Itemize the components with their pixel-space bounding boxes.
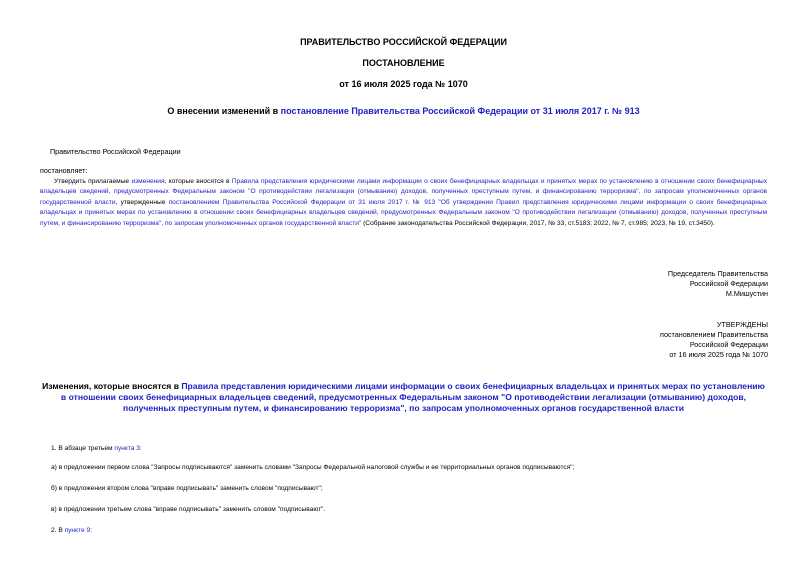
main-paragraph (40, 177, 767, 229)
issuer-line: Правительство Российской Федерации (50, 147, 181, 156)
issuing-authority: ПРАВИТЕЛЬСТВО РОССИЙСКОЙ ФЕДЕРАЦИИ (300, 37, 507, 47)
changes-title-rules-link[interactable]: Правила представления юридическими лицами информации о своих бенефициарных владельцах и принятых мерах по установлению в отношении своих бенефициарных владельцев сведений, предусмотренных Федеральным законом "О противодействии легализации (отмыванию) доходов, полученных преступным путем, и финансированию терроризма", по запросам уполномоченных органов государственной власти (60, 381, 765, 413)
changes-title (40, 381, 767, 414)
changes-title-prefix: Изменения, которые вносятся в (42, 381, 182, 391)
item-1 (51, 444, 142, 454)
decree-913-link[interactable]: постановлением Правительства Российской Федерации от 31 июля 2017 г. № 913 "Об утверждении Правил представления юридическими лицами информации о своих бенефициарных владельцах и принятых мерах по установлению в отношении своих бенефициарных владельцев сведений, предусмотренных Федеральным законом "О противодействии легализации (отмыванию) доходов, полученных преступным путем, и финансированию терроризма", по запросам уполномоченных органов государственной власти" (40, 198, 767, 227)
point-9-link[interactable]: пункте 9 (64, 527, 91, 534)
approval-heading: УТВЕРЖДЕНЫ (716, 320, 768, 329)
signature-country: Российской Федерации (689, 279, 768, 288)
approval-block (500, 320, 768, 360)
main-paragraph-text-a: Утвердить прилагаемые (54, 178, 132, 185)
document-type: ПОСТАНОВЛЕНИЕ (362, 58, 445, 68)
item-1-prefix: 1. В абзаце третьем (51, 445, 115, 452)
document-title (0, 105, 807, 117)
approval-date: от 16 июля 2025 года № 1070 (669, 350, 768, 359)
item-2-prefix: 2. В (51, 527, 65, 534)
main-paragraph-text-c: , утвержденные (115, 198, 169, 206)
main-paragraph-text-b: , которые вносятся в (164, 178, 232, 185)
approval-by: постановлением Правительства (660, 330, 768, 339)
item-1-suffix: : (139, 445, 142, 452)
main-paragraph-text-d: (Собрание законодательства Российской Федерации, 2017, № 33, ст.5183; 2022, № 7, ст.985; 2023, № 19, ст.3450). (361, 219, 715, 227)
approval-country: Российской Федерации (689, 340, 768, 349)
item-1a: а) в предложении первом слова "Запросы подписываются" заменить словами "Запросы Федеральной налоговой службы и ее территориальных органов подписываются"; (51, 464, 575, 471)
decides-line: постановляет: (40, 166, 88, 175)
document-title-prefix: О внесении изменений в (167, 106, 281, 116)
changes-link[interactable]: изменения (131, 178, 165, 185)
signature-block (500, 269, 768, 299)
rules-link[interactable]: Правила представления юридическими лицами информации о своих бенефициарных владельцах и принятых мерах по установлению в отношении своих бенефициарных владельцев сведений, предусмотренных Федеральным законом "О противодействии легализации (отмыванию) доходов, полученных преступным путем, и финансированию терроризма", по запросам уполномоченных органов государственной власти (40, 178, 767, 206)
point-3-link[interactable]: пункта 3 (114, 445, 140, 452)
item-2 (51, 526, 92, 536)
signature-position: Председатель Правительства (667, 269, 768, 278)
item-1c: в) в предложении третьем слова "вправе подписывать" заменить словом "подписывают". (51, 506, 326, 513)
item-2-suffix: : (90, 527, 92, 534)
document-date-number: от 16 июля 2025 года № 1070 (339, 79, 468, 89)
signature-name: М.Мишустин (725, 289, 768, 298)
title-decree-link[interactable]: постановление Правительства Российской Федерации от 31 июля 2017 г. № 913 (280, 106, 640, 116)
item-1b: б) в предложении втором слова "вправе подписывать" заменить словом "подписывают"; (51, 485, 323, 492)
